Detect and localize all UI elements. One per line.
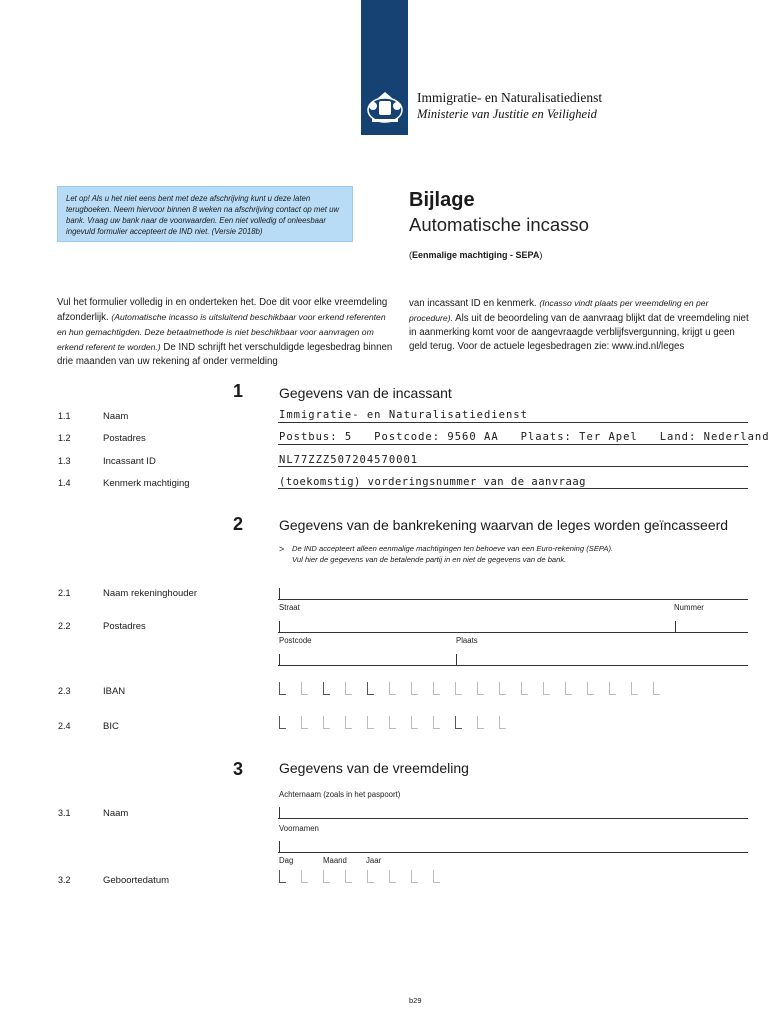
field-label: Geboortedatum	[103, 875, 170, 886]
field-underline	[278, 422, 748, 423]
input-cursor	[279, 807, 280, 818]
postcode-label: Postcode	[279, 636, 312, 645]
field-label: IBAN	[103, 686, 126, 697]
mandate-reference: (toekomstig) vorderingsnummer van de aanvraag	[279, 476, 586, 488]
input-cursor	[279, 621, 280, 632]
section-2-note: Vul hier de gegevens van de betalende partij in en niet de gegevens van de bank.	[292, 555, 567, 564]
section-1-heading: Gegevens van de incassant	[279, 385, 452, 401]
input-cursor	[675, 621, 676, 632]
field-underline	[278, 444, 748, 445]
section-2-note: De IND accepteert alleen eenmalige machtigingen ten behoeve van een Euro-rekening (SEPA).	[292, 544, 614, 553]
section-2-heading: Gegevens van de bankrekening waarvan de leges worden geïncasseerd	[279, 517, 729, 533]
note-marker: >	[279, 544, 285, 554]
field-number: 1.4	[58, 478, 71, 488]
section-3-heading: Gegevens van de vreemdeling	[279, 760, 469, 776]
field-number: 1.2	[58, 433, 71, 443]
number-label: Nummer	[674, 603, 704, 612]
field-number: 2.2	[58, 621, 71, 631]
field-label: Naam	[103, 808, 129, 819]
form-type: (Eenmalige machtiging - SEPA)	[409, 250, 543, 260]
field-number: 2.1	[58, 588, 71, 598]
year-label: Jaar	[366, 856, 382, 865]
day-label: Dag	[279, 856, 294, 865]
input-cursor	[279, 841, 280, 852]
page-subtitle: Automatische incasso	[409, 214, 589, 235]
input-cursor	[456, 654, 457, 665]
field-label: Naam rekeninghouder	[103, 588, 198, 599]
field-number: 1.3	[58, 456, 71, 466]
field-label: BIC	[103, 721, 119, 732]
ministry-name: Ministerie van Justitie en Veiligheid	[417, 107, 597, 121]
field-underline	[278, 488, 748, 489]
street-input[interactable]	[278, 632, 748, 633]
city-label: Plaats	[456, 636, 478, 645]
incassant-id: NL77ZZZ507204570001	[279, 454, 419, 466]
input-cursor	[279, 588, 280, 599]
street-label: Straat	[279, 603, 300, 612]
field-label: Kenmerk machtiging	[103, 478, 190, 489]
incassant-address: Postbus: 5 Postcode: 9560 AA Plaats: Ter Apel Land: Nederland	[279, 431, 770, 443]
first-names-label: Voornamen	[279, 824, 319, 833]
field-underline	[278, 466, 748, 467]
section-2-number: 2	[233, 514, 244, 534]
postcode-city-input[interactable]	[278, 665, 748, 666]
iban-input[interactable]	[279, 682, 699, 696]
field-label: Incassant ID	[103, 456, 156, 467]
page-number: b29	[409, 996, 422, 1005]
incassant-name: Immigratie- en Naturalisatiedienst	[279, 409, 528, 421]
field-label: Postadres	[103, 433, 146, 444]
account-holder-input[interactable]	[278, 599, 748, 600]
field-number: 3.2	[58, 875, 71, 885]
field-number: 1.1	[58, 411, 71, 421]
field-label: Postadres	[103, 621, 146, 632]
coat-of-arms-icon	[364, 86, 406, 128]
field-number: 2.4	[58, 721, 71, 731]
birthdate-input[interactable]	[279, 870, 469, 884]
org-name: Immigratie- en Naturalisatiedienst	[417, 90, 603, 105]
section-1-number: 1	[233, 381, 244, 401]
field-label: Naam	[103, 411, 129, 422]
input-cursor	[279, 654, 280, 665]
section-3-number: 3	[233, 759, 244, 779]
field-number: 2.3	[58, 686, 71, 696]
intro-right: van incassant ID en kenmerk. (Incasso vindt plaats per vreemdeling en per procedure). Als uit de beoordeling van de aanvraag blijkt dat de vreemdeling niet in aanmerking komt voor de aangevraagde verblijfsvergunning, krijgt u geen geld terug. Voor de actuele legesbedragen zie: www.ind.nl/leges	[409, 298, 749, 352]
intro-left: Vul het formulier volledig in en onderteken het. Doe dit voor elke vreemdeling afzonderlijk. (Automatische incasso is uitsluitend beschikbaar voor erkend referenten en hun gemachtigden. Deze betaalmethode is niet beschikbaar voor aanvragen om erkend referent te worden.) De IND schrijft het verschuldigde legesbedrag binnen drie maanden van uw rekening af onder vermelding	[57, 297, 393, 367]
page-title: Bijlage	[409, 189, 475, 211]
field-number: 3.1	[58, 808, 71, 818]
bic-input[interactable]	[279, 716, 579, 730]
month-label: Maand	[323, 856, 347, 865]
surname-label: Achternaam (zoals in het paspoort)	[279, 790, 401, 799]
first-names-input[interactable]	[278, 852, 748, 853]
notice-box: Let op! Als u het niet eens bent met deze afschrijving kunt u deze laten terugboeken. Neem hiervoor binnen 8 weken na afschrijving contact op met uw bank. Vraag uw bank naar de voorwaarden. Een niet volledig of onleesbaar ingevuld formulier accepteert de IND niet. (Versie 2018b)	[57, 186, 353, 242]
surname-input[interactable]	[278, 818, 748, 819]
